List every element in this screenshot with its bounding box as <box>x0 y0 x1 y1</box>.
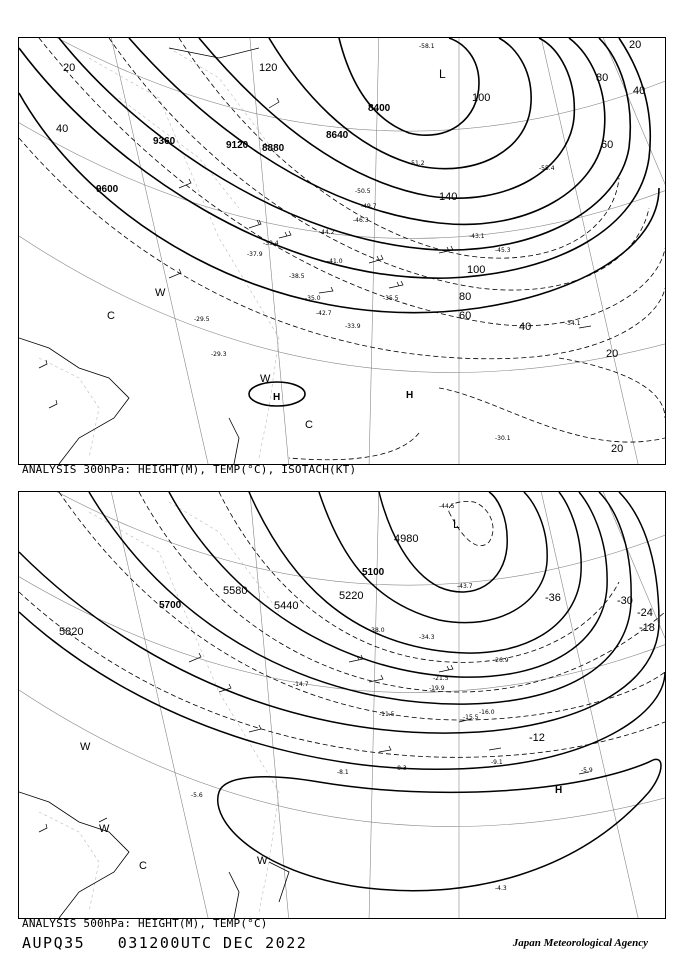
high-center-marker: H <box>273 392 281 403</box>
map-300hpa-canvas <box>19 38 665 464</box>
station-value: -44.5 <box>439 503 455 510</box>
isotach-label: 60 <box>601 139 614 151</box>
station-value: -34.3 <box>419 634 435 641</box>
station-value: -9.1 <box>491 759 503 766</box>
station-value: -26.9 <box>493 657 509 664</box>
chart-identifier <box>22 934 329 952</box>
station-value: -8.3 <box>395 765 407 772</box>
station-value: -4.3 <box>495 885 507 892</box>
station-value: -19.9 <box>429 685 445 692</box>
station-value: -35.5 <box>383 295 399 302</box>
station-value: -5.9 <box>581 767 593 774</box>
isotach-label: 140 <box>439 191 458 203</box>
isotach-label: 40 <box>633 85 646 97</box>
map-panel-500hpa <box>18 491 666 919</box>
isotach-label: 100 <box>467 264 486 276</box>
isotach-label: 20 <box>63 62 76 74</box>
cold-center-marker: C <box>305 419 313 431</box>
graticule-500 <box>19 492 665 918</box>
height-label-8400: 8400 <box>368 103 391 114</box>
station-value: -51.2 <box>409 160 425 167</box>
warm-center-marker: W <box>155 287 166 299</box>
isotach-label: 20 <box>606 348 619 360</box>
isotherm-label: -24 <box>637 607 653 619</box>
height-label-5440: 5440 <box>274 600 299 612</box>
station-value: -45.3 <box>495 247 511 254</box>
station-value: -46.3 <box>353 217 369 224</box>
station-value: -29.5 <box>194 316 210 323</box>
map-500hpa-canvas <box>19 492 665 918</box>
isotach-label: 120 <box>259 62 278 74</box>
warm-center-marker: W <box>257 855 268 867</box>
height-label-9600: 9600 <box>96 184 119 195</box>
station-value: -5.6 <box>191 792 203 799</box>
isotherm-label: -12 <box>529 732 545 744</box>
station-value: -50.5 <box>355 188 371 195</box>
station-value: -35.0 <box>305 295 321 302</box>
height-label-5580: 5580 <box>223 585 248 597</box>
agency-name: Japan Meteorological Agency <box>512 937 648 949</box>
station-value: -58.1 <box>419 43 435 50</box>
coastline-500 <box>19 792 289 918</box>
station-value: -30.1 <box>495 435 511 442</box>
height-label-8640: 8640 <box>326 130 349 141</box>
station-value: -15.5 <box>463 714 479 721</box>
panel-caption-500hpa: ANALYSIS 500hPa: HEIGHT(M), TEMP(°C) <box>22 917 268 930</box>
isotach-label: 100 <box>472 92 491 104</box>
station-value: -11.5 <box>379 711 395 718</box>
station-value: -29.3 <box>211 351 227 358</box>
isotherm-label: -18 <box>639 622 655 634</box>
valid-time: 031200UTC DEC 2022 <box>117 934 308 952</box>
station-value: -43.1 <box>469 233 485 240</box>
station-value: -34.1 <box>565 320 581 327</box>
high-center-marker: H <box>555 785 563 796</box>
high-center-marker: H <box>406 390 414 401</box>
warm-center-marker: W <box>80 741 91 753</box>
warm-center-marker: W <box>99 823 110 835</box>
station-value: -41.0 <box>327 258 343 265</box>
station-value: -38.0 <box>369 627 385 634</box>
isotach-label: 20 <box>611 443 624 455</box>
height-label-8880: 8880 <box>262 143 285 154</box>
height-contours-300 <box>19 38 659 406</box>
isotach-label: 60 <box>459 310 472 322</box>
chart-code: AUPQ35 <box>22 934 86 952</box>
height-label-5220: 5220 <box>339 590 364 602</box>
height-label-5700: 5700 <box>159 600 182 611</box>
height-contours-500 <box>19 492 665 891</box>
height-label-9360: 9360 <box>153 136 176 147</box>
station-value: -42.7 <box>316 310 332 317</box>
station-value: -49.7 <box>361 203 377 210</box>
station-value: -39.4 <box>263 240 279 247</box>
map-panel-300hpa <box>18 37 666 465</box>
coast-hatch-300 <box>39 48 279 458</box>
low-center-marker: L <box>453 517 460 531</box>
cold-center-marker: C <box>107 310 115 322</box>
station-value: -55.4 <box>539 165 555 172</box>
low-center-marker: L <box>439 67 446 81</box>
station-value: -37.9 <box>247 251 263 258</box>
isotherm-label: -30 <box>617 595 633 607</box>
station-value: -44.2 <box>319 229 335 236</box>
coastline-300 <box>19 48 259 464</box>
station-value: -14.7 <box>293 681 309 688</box>
height-label-9120: 9120 <box>226 140 249 151</box>
coast-hatch-500 <box>39 502 279 912</box>
station-value: -8.1 <box>337 769 349 776</box>
height-label-4980: 4980 <box>394 533 419 545</box>
isotach-label: 20 <box>629 39 642 51</box>
height-label-5100: 5100 <box>362 567 385 578</box>
graticule-300 <box>19 38 665 464</box>
height-label-5820: 5820 <box>59 626 84 638</box>
isotach-label: 40 <box>519 321 532 333</box>
station-value: -43.7 <box>457 583 473 590</box>
station-value: -33.9 <box>345 323 361 330</box>
station-value: -38.5 <box>289 273 305 280</box>
station-value: -16.0 <box>479 709 495 716</box>
panel-caption-300hpa: ANALYSIS 300hPa: HEIGHT(M), TEMP(°C), ISOTACH(KT) <box>22 463 357 476</box>
cold-center-marker: C <box>139 860 147 872</box>
isotach-label: 40 <box>56 123 69 135</box>
isotherm-label: -36 <box>545 592 561 604</box>
station-plots-500 <box>191 503 593 892</box>
station-value: -21.5 <box>433 675 449 682</box>
isotach-label: 80 <box>596 72 609 84</box>
wind-barbs-500 <box>39 653 589 832</box>
isotach-label: 80 <box>459 291 472 303</box>
isotach-contours-300 <box>19 38 665 460</box>
warm-center-marker: W <box>260 373 271 385</box>
